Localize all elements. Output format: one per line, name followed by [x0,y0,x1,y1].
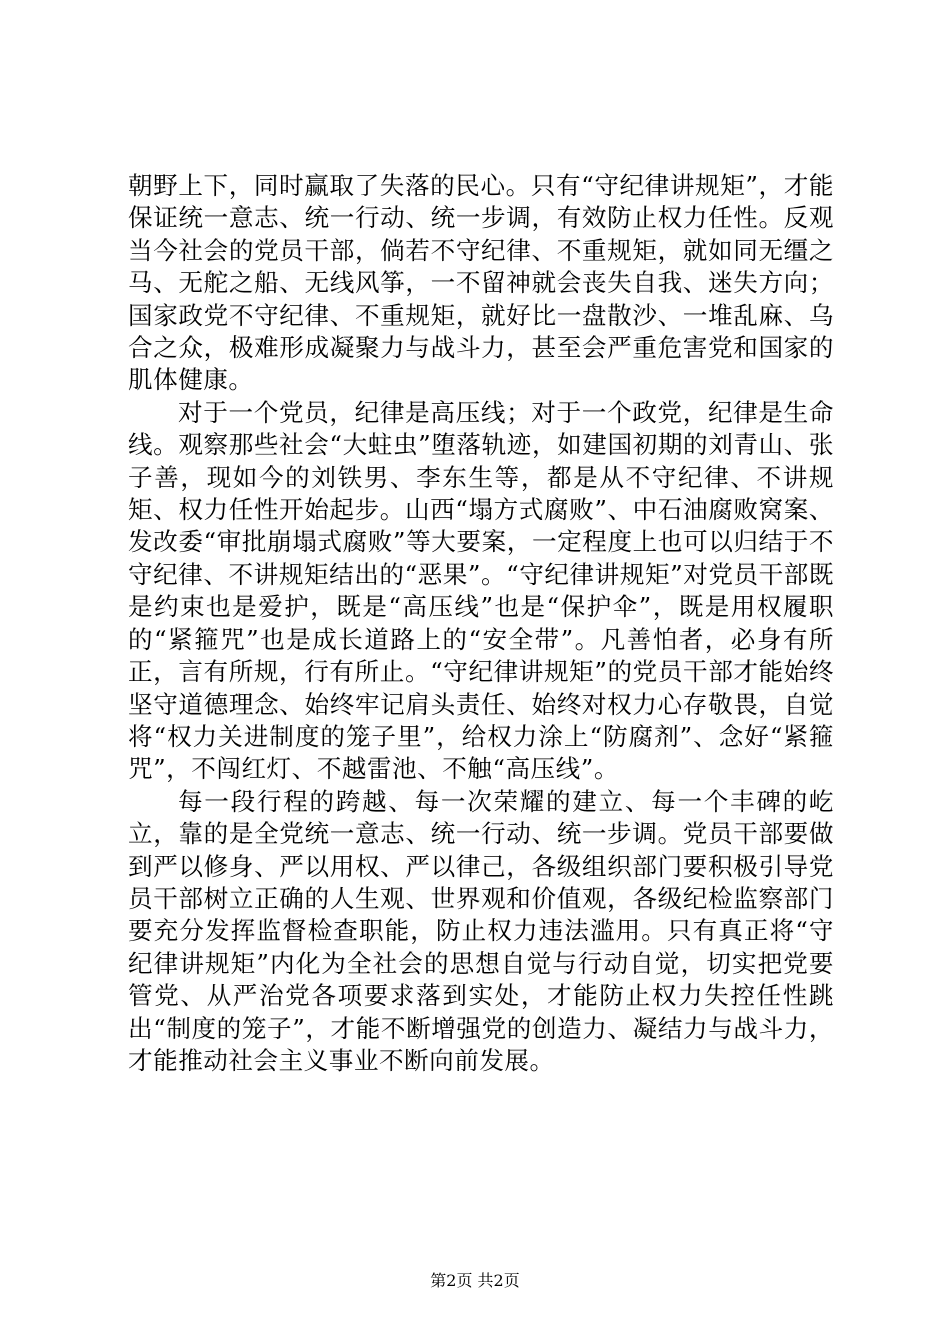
paragraph-1: 朝野上下，同时赢取了失落的民心。只有“守纪律讲规矩”，才能保证统一意志、统一行动、统一步调，有效防止权力任性。反观当今社会的党员干部，倘若不守纪律、不重规矩，就如同无缰之马、无舵之船、无线风筝，一不留神就会丧失自我、迷失方向；国家政党不守纪律、不重规矩，就好比一盘散沙、一堆乱麻、乌合之众，极难形成凝聚力与战斗力，甚至会严重危害党和国家的肌体健康。 [128,171,834,395]
page-footer: 第2页 共2页 [430,1271,520,1290]
paragraph-2: 对于一个党员，纪律是高压线；对于一个政党，纪律是生命线。观察那些社会“大蛀虫”堕落轨迹，如建国初期的刘青山、张子善，现如今的刘铁男、李东生等，都是从不守纪律、不讲规矩、权力任性开始起步。山西“塌方式腐败”、中石油腐败窝案、发改委“审批崩塌式腐败”等大要案，一定程度上也可以归结于不守纪律、不讲规矩结出的“恶果”。“守纪律讲规矩”对党员干部既是约束也是爱护，既是“高压线”也是“保护伞”，既是用权履职的“紧箍咒”也是成长道路上的“安全带”。凡善怕者，必身有所正，言有所规，行有所止。“守纪律讲规矩”的党员干部才能始终坚守道德理念、始终牢记肩头责任、始终对权力心存敬畏，自觉将“权力关进制度的笼子里”，给权力涂上“防腐剂”、念好“紧箍咒”，不闯红灯、不越雷池、不触“高压线”。 [128,397,834,784]
document-body [128,170,834,1077]
paragraph-3: 每一段行程的跨越、每一次荣耀的建立、每一个丰碑的屹立，靠的是全党统一意志、统一行动、统一步调。党员干部要做到严以修身、严以用权、严以律己，各级组织部门要积极引导党员干部树立正确的人生观、世界观和价值观，各级纪检监察部门要充分发挥监督检查职能，防止权力违法滥用。只有真正将“守纪律讲规矩”内化为全社会的思想自觉与行动自觉，切实把党要管党、从严治党各项要求落到实处，才能防止权力失控任性跳出“制度的笼子”，才能不断增强党的创造力、凝结力与战斗力，才能推动社会主义事业不断向前发展。 [128,786,834,1075]
